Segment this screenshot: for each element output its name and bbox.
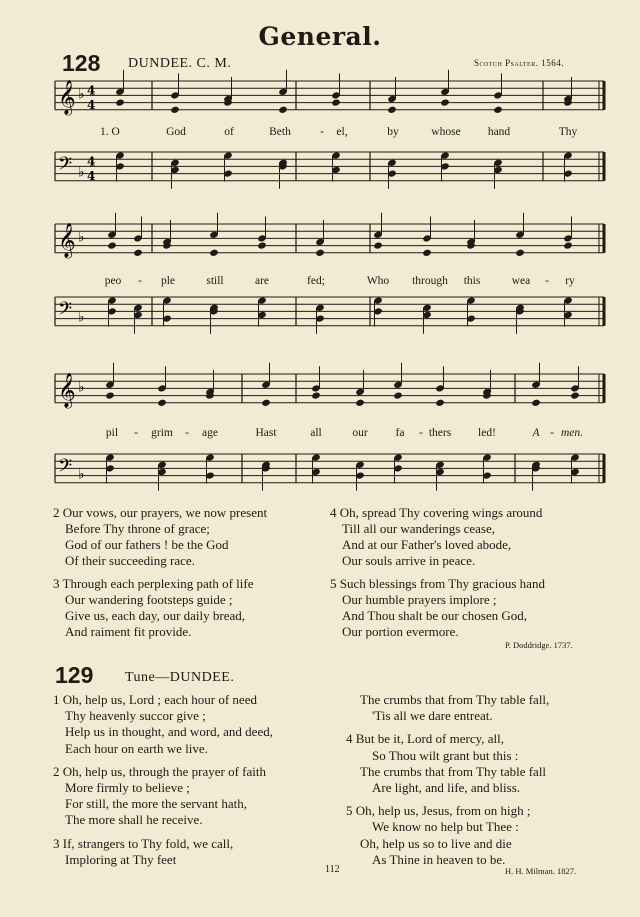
verse-line: 1 Oh, help us, Lord ; each hour of need — [53, 692, 257, 707]
time-signature: 4 — [87, 83, 96, 98]
lyric-syllable: 1. O — [100, 126, 120, 138]
tune-title-129: Tune—DUNDEE. — [125, 670, 235, 685]
note-head — [531, 399, 541, 407]
lyric-syllable: our — [352, 427, 368, 439]
lyric-syllable: age — [202, 427, 218, 439]
verse-line: Before Thy throne of grace; — [65, 521, 210, 536]
verse-line: And at our Father's loved abode, — [342, 537, 512, 552]
lyric-syllable: thers — [428, 427, 452, 439]
lyric-syllable: - — [545, 275, 549, 287]
verse-line: 2 Oh, help us, through the prayer of faith — [53, 763, 267, 779]
note-head — [387, 106, 397, 114]
composer-credit: Scotch Psalter. 1564. — [474, 58, 564, 68]
note-head — [422, 249, 432, 257]
verse-line: So Thou wilt grant but this : — [372, 747, 519, 763]
lyric-syllable: Thy — [558, 126, 578, 138]
flat-icon: ♭ — [78, 310, 85, 326]
lyric-syllable: Hast — [255, 427, 277, 439]
verse-line: 3 If, strangers to Thy fold, we call, — [53, 835, 234, 851]
note-head — [440, 98, 450, 106]
verse-line: And raiment fit provide. — [65, 624, 192, 639]
note-head — [315, 249, 325, 257]
lyric-syllable: are — [254, 275, 270, 287]
note-head — [355, 399, 365, 407]
note-head — [170, 106, 180, 114]
verse-line: 4 But be it, Lord of mercy, all, — [346, 731, 505, 747]
note-head — [393, 391, 403, 399]
lyric-syllable: men. — [560, 427, 584, 439]
hymn-number-129: 129 — [55, 662, 94, 688]
flat-icon: ♭ — [78, 380, 85, 396]
lyric-syllable: peo — [104, 275, 122, 287]
lyric-syllable: still — [206, 275, 224, 287]
verse-line: Our portion evermore. — [342, 624, 459, 639]
lyric-syllable: hand — [487, 126, 511, 138]
lyric-syllable: all — [310, 427, 322, 439]
tune-title-128: DUNDEE. C. M. — [128, 56, 232, 71]
lyric-syllable: fa — [395, 427, 405, 439]
verse-line: Help us in thought, and word, and deed, — [65, 724, 273, 740]
note-head — [435, 399, 445, 407]
treble-clef-icon: 𝄞 — [58, 223, 76, 258]
lyric-syllable: A — [532, 427, 540, 439]
note-head — [105, 391, 115, 399]
lyric-syllable: whose — [431, 126, 461, 138]
author-credit: P. Doddridge. 1737. — [505, 640, 573, 650]
verse-line: Our wandering footsteps guide ; — [65, 592, 233, 607]
lyric-syllable: Who — [366, 275, 390, 287]
note-head — [515, 249, 525, 257]
verse-line: 5 Such blessings from Thy gracious hand — [330, 576, 545, 591]
verse-line: Imploring at Thy feet — [65, 851, 177, 867]
note-head — [157, 399, 167, 407]
lyric-syllable: - — [419, 427, 423, 439]
bass-clef-icon: 𝄢 — [58, 154, 73, 179]
note-head — [257, 241, 267, 249]
lyric-syllable: - — [550, 427, 554, 439]
lyric-syllable: - — [138, 275, 142, 287]
verse-line: As Thine in heaven to be. — [372, 851, 506, 867]
verse-line: The more shall he receive. — [65, 812, 203, 828]
note-head — [563, 241, 573, 249]
lyric-syllable: by — [387, 126, 399, 138]
lyric-syllable: fed; — [307, 275, 325, 287]
verse-line: The crumbs that from Thy table fall — [360, 763, 547, 779]
verse-line: Give us, each day, our daily bread, — [65, 608, 246, 623]
flat-icon: ♭ — [78, 165, 85, 181]
note-head — [493, 106, 503, 114]
page-title: General. — [258, 22, 382, 51]
time-signature: 4 — [87, 154, 96, 169]
verse-line: 4 Oh, spread Thy covering wings around — [330, 505, 543, 520]
time-signature: 4 — [87, 168, 96, 183]
lyric-syllable: ry — [565, 275, 575, 287]
verse-line: More firmly to believe ; — [65, 780, 190, 795]
note-head — [133, 249, 143, 257]
verse-line: And Thou shalt be our chosen God, — [342, 608, 527, 623]
verse-line: Are light, and life, and bliss. — [372, 780, 521, 795]
page-number: 112 — [325, 864, 340, 875]
lyric-syllable: Beth — [269, 126, 291, 138]
verse-line: Each hour on earth we live. — [65, 740, 208, 756]
note-head — [570, 391, 580, 399]
flat-icon: ♭ — [78, 467, 85, 483]
bass-clef-icon: 𝄢 — [58, 299, 73, 324]
lyric-syllable: of — [224, 126, 234, 138]
verse-line: Oh, help us so to live and die — [360, 835, 512, 851]
verse-line: Till all our wanderings cease, — [342, 521, 495, 536]
verse-line: The crumbs that from Thy table fall, — [360, 692, 550, 707]
note-head — [209, 249, 219, 257]
note-head — [373, 241, 383, 249]
verse-line: 3 Through each perplexing path of life — [53, 576, 254, 591]
bass-clef-icon: 𝄢 — [58, 456, 73, 481]
verse-line: God of our fathers ! be the God — [65, 537, 229, 552]
treble-clef-icon: 𝄞 — [58, 373, 76, 408]
lyric-syllable: this — [463, 275, 481, 287]
verse-line: For still, the more the servant hath, — [65, 796, 247, 812]
lyric-syllable: wea — [511, 275, 531, 287]
lyric-syllable: el, — [336, 126, 348, 138]
note-head — [331, 98, 341, 106]
note-head — [261, 399, 271, 407]
lyric-syllable: through — [412, 275, 448, 287]
author-credit: H. H. Milman. 1827. — [505, 866, 577, 876]
note-head — [278, 106, 288, 114]
verse-line: Of their succeeding race. — [65, 553, 195, 568]
lyric-syllable: - — [185, 427, 189, 439]
verse-line: 5 Oh, help us, Jesus, from on high ; — [346, 803, 531, 819]
lyric-syllable: God — [166, 126, 186, 138]
treble-clef-icon: 𝄞 — [58, 80, 76, 115]
lyric-syllable: pil — [105, 427, 119, 439]
hymn-number-128: 128 — [62, 50, 101, 76]
lyric-syllable: grim — [151, 427, 173, 439]
lyric-syllable: led! — [478, 427, 496, 439]
verse-line: Our humble prayers implore ; — [342, 592, 497, 607]
lyric-syllable: ple — [160, 275, 176, 287]
note-head — [115, 98, 125, 106]
flat-icon: ♭ — [78, 87, 85, 103]
verse-line: 'Tis all we dare entreat. — [372, 708, 493, 724]
note-head — [107, 241, 117, 249]
verse-line: 2 Our vows, our prayers, we now present — [53, 505, 268, 520]
note-head — [311, 391, 321, 399]
verse-line: Thy heavenly succor give ; — [65, 708, 206, 724]
lyric-syllable: - — [134, 427, 138, 439]
time-signature: 4 — [87, 97, 96, 112]
verse-line: Our souls arrive in peace. — [342, 553, 476, 568]
flat-icon: ♭ — [78, 230, 85, 246]
verse-line: We know no help but Thee : — [372, 819, 519, 835]
lyric-syllable: - — [320, 126, 324, 138]
